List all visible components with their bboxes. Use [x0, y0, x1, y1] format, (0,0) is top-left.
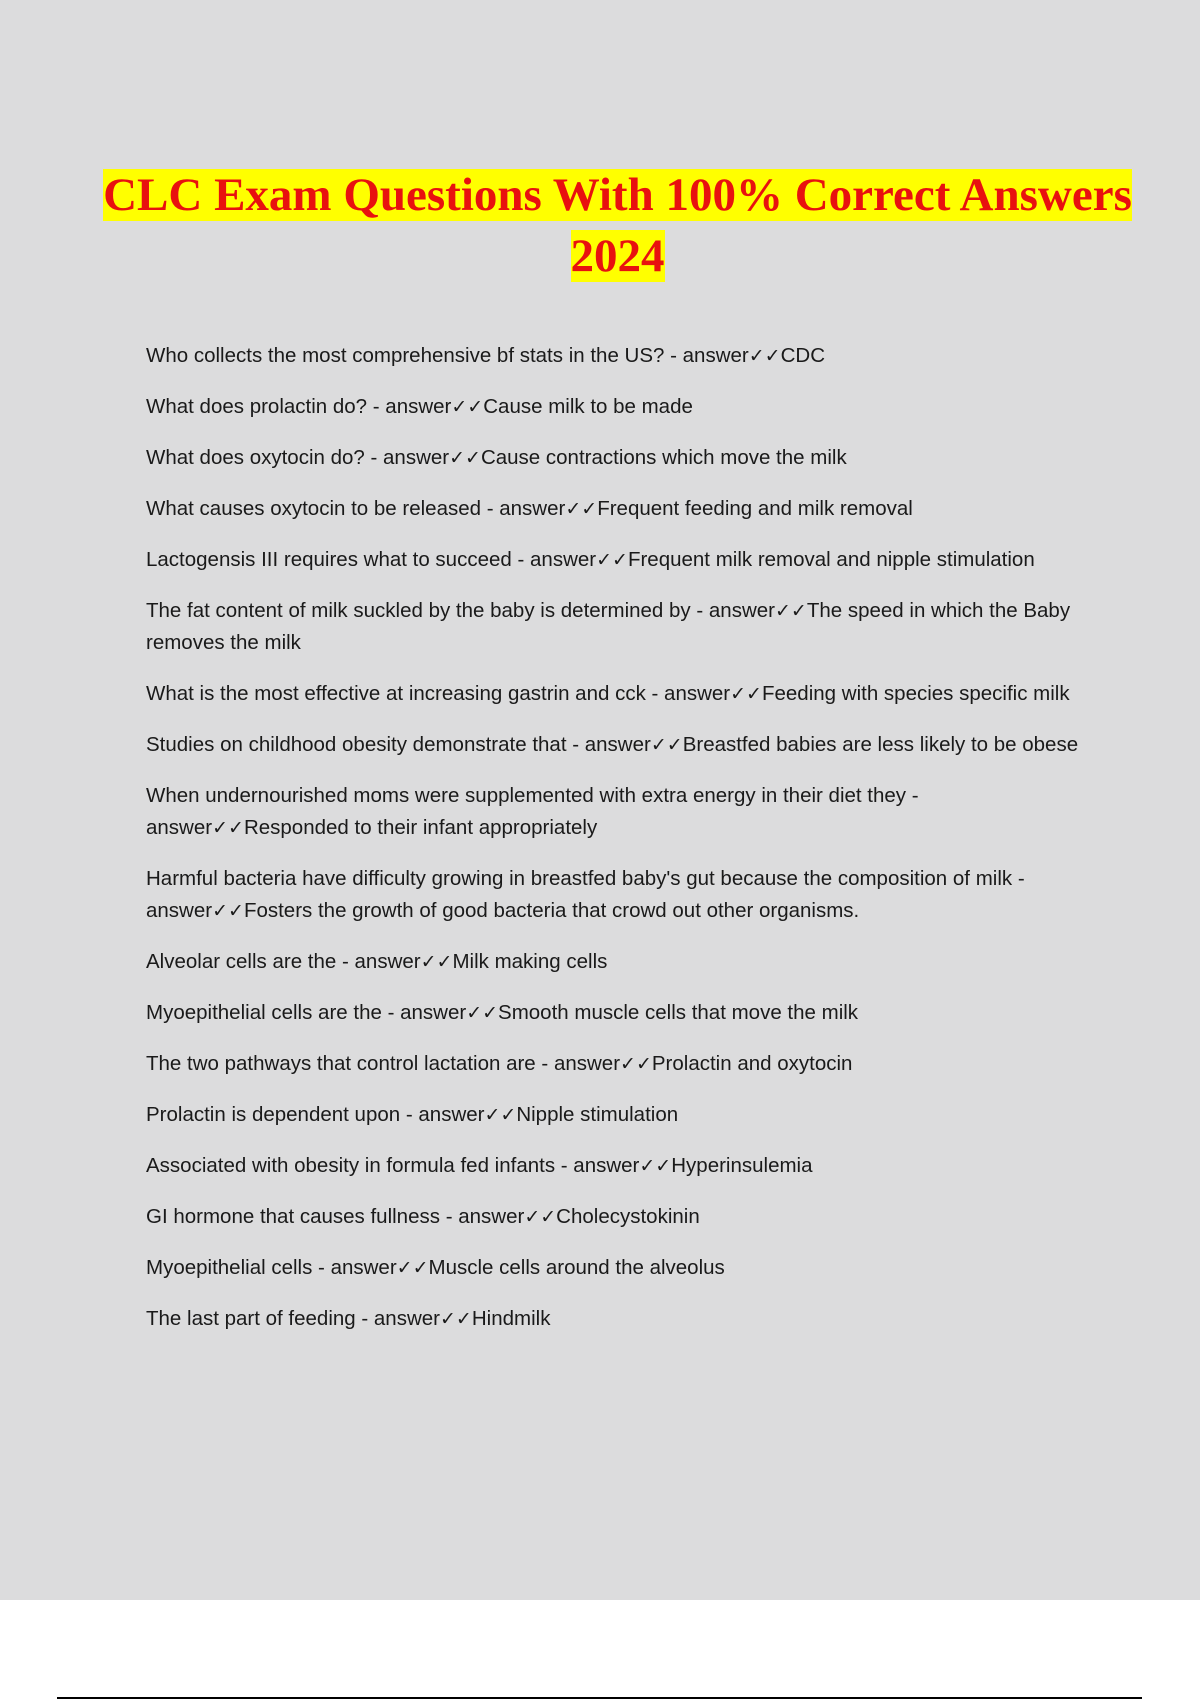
qa-item — [146, 678, 1081, 710]
answer-marker: answer — [373, 1307, 440, 1330]
double-check-icon: ✓✓ — [774, 600, 807, 622]
double-check-icon: ✓✓ — [212, 817, 244, 839]
separator: - — [566, 733, 585, 756]
question-text: Myoepithelial cells are the — [146, 1001, 382, 1024]
question-text: Who collects the most comprehensive bf stats in the US? — [146, 344, 665, 367]
double-check-icon: ✓✓ — [484, 1104, 517, 1126]
separator: - — [535, 1052, 554, 1075]
answer-marker: answer — [573, 1154, 640, 1177]
qa-item — [146, 997, 1081, 1029]
double-check-icon: ✓✓ — [650, 734, 683, 756]
double-check-icon: ✓✓ — [596, 549, 628, 571]
answer-marker: answer — [499, 497, 566, 520]
answer-marker: answer — [664, 682, 731, 705]
answer-marker: answer — [385, 395, 452, 418]
answer-marker: answer — [383, 446, 450, 469]
answer-marker: answer — [400, 1001, 467, 1024]
question-text: What does oxytocin do? — [146, 446, 365, 469]
answer-text: Hyperinsulemia — [671, 1154, 813, 1177]
double-check-icon: ✓✓ — [451, 396, 484, 418]
double-check-icon: ✓✓ — [730, 683, 762, 705]
separator: - — [355, 1307, 374, 1330]
question-text: Associated with obesity in formula fed infants — [146, 1154, 556, 1177]
answer-text: Prolactin and oxytocin — [651, 1052, 853, 1075]
double-check-icon: ✓✓ — [440, 1308, 472, 1330]
answer-text: Cholecystokinin — [556, 1205, 700, 1228]
answer-text: Milk making cells — [452, 950, 608, 973]
qa-item — [146, 340, 1081, 372]
answer-marker: answer — [146, 816, 213, 839]
question-text: Studies on childhood obesity demonstrate that — [146, 733, 567, 756]
qa-item — [146, 544, 1081, 576]
double-check-icon: ✓✓ — [565, 498, 598, 520]
separator: - — [440, 1205, 459, 1228]
qa-item — [146, 729, 1081, 761]
separator: - — [664, 344, 683, 367]
answer-text: Nipple stimulation — [516, 1103, 679, 1126]
separator: - — [906, 784, 919, 807]
double-check-icon: ✓✓ — [639, 1155, 672, 1177]
separator: - — [336, 950, 355, 973]
question-text: Myoepithelial cells — [146, 1256, 313, 1279]
answer-text: CDC — [780, 344, 826, 367]
qa-item — [146, 1099, 1081, 1131]
qa-item — [146, 442, 1081, 474]
answer-marker: answer — [146, 899, 213, 922]
question-text: Prolactin is dependent upon — [146, 1103, 401, 1126]
separator: - — [511, 548, 531, 571]
answer-text: Frequent feeding and milk removal — [597, 497, 913, 520]
separator: - — [400, 1103, 419, 1126]
question-text: The fat content of milk suckled by the baby is determined by — [146, 599, 691, 622]
separator: - — [481, 497, 500, 520]
answer-text: Smooth muscle cells that move the milk — [498, 1001, 859, 1024]
question-text: Harmful bacteria have difficulty growing in breastfed baby's gut because the composition of milk — [146, 867, 1013, 890]
answer-text: The speed in which the Baby removes the milk — [146, 599, 1071, 654]
qa-item — [146, 780, 1081, 844]
qa-item — [146, 391, 1081, 423]
answer-marker: answer — [330, 1256, 397, 1279]
answer-marker: answer — [584, 733, 651, 756]
separator: - — [690, 599, 709, 622]
double-check-icon: ✓✓ — [449, 447, 481, 469]
double-check-icon: ✓✓ — [212, 900, 244, 922]
separator: - — [645, 682, 665, 705]
question-text: The two pathways that control lactation are — [146, 1052, 536, 1075]
answer-text: Frequent milk removal and nipple stimulation — [627, 548, 1035, 571]
qa-item — [146, 1048, 1081, 1080]
separator: - — [364, 446, 384, 469]
double-check-icon: ✓✓ — [748, 345, 781, 367]
separator: - — [312, 1256, 331, 1279]
qa-item — [146, 946, 1081, 978]
answer-text: Muscle cells around the alveolus — [428, 1256, 725, 1279]
answer-marker: answer — [354, 950, 421, 973]
answer-text: Feeding with species specific milk — [761, 682, 1070, 705]
double-check-icon: ✓✓ — [524, 1206, 557, 1228]
question-text: What is the most effective at increasing gastrin and cck — [146, 682, 646, 705]
question-text: What causes oxytocin to be released — [146, 497, 482, 520]
answer-marker: answer — [553, 1052, 621, 1075]
qa-item — [146, 493, 1081, 525]
double-check-icon: ✓✓ — [420, 951, 453, 973]
qa-item — [146, 1150, 1081, 1182]
qa-list — [146, 340, 1081, 1335]
separator: - — [555, 1154, 574, 1177]
qa-item — [146, 595, 1081, 659]
separator: - — [381, 1001, 401, 1024]
question-text: GI hormone that causes fullness — [146, 1205, 440, 1228]
question-text: What does prolactin do? — [146, 395, 368, 418]
qa-item — [146, 1303, 1081, 1335]
answer-marker: answer — [708, 599, 775, 622]
question-text: The last part of feeding — [146, 1307, 356, 1330]
answer-text: Cause contractions which move the milk — [480, 446, 847, 469]
answer-marker: answer — [682, 344, 749, 367]
answer-text: Fosters the growth of good bacteria that crowd out other organisms. — [243, 899, 860, 922]
answer-marker: answer — [530, 548, 597, 571]
separator: - — [367, 395, 386, 418]
qa-item — [146, 1201, 1081, 1233]
answer-text: Breastfed babies are less likely to be obese — [682, 733, 1079, 756]
qa-item — [146, 863, 1081, 927]
double-check-icon: ✓✓ — [620, 1053, 652, 1075]
answer-marker: answer — [458, 1205, 525, 1228]
document-title — [100, 165, 1135, 287]
answer-text: Cause milk to be made — [483, 395, 693, 418]
qa-item — [146, 1252, 1081, 1284]
double-check-icon: ✓✓ — [396, 1257, 429, 1279]
question-text: Lactogensis III requires what to succeed — [146, 548, 512, 571]
title-highlight: CLC Exam Questions With 100% Correct Answers 2024 — [103, 169, 1132, 282]
answer-marker: answer — [418, 1103, 485, 1126]
separator: - — [1012, 867, 1025, 890]
page-divider — [57, 1697, 1142, 1699]
question-text: Alveolar cells are the — [146, 950, 337, 973]
answer-text: Hindmilk — [471, 1307, 551, 1330]
double-check-icon: ✓✓ — [466, 1002, 499, 1024]
answer-text: Responded to their infant appropriately — [243, 816, 598, 839]
question-text: When undernourished moms were supplemented with extra energy in their diet they — [146, 784, 907, 807]
